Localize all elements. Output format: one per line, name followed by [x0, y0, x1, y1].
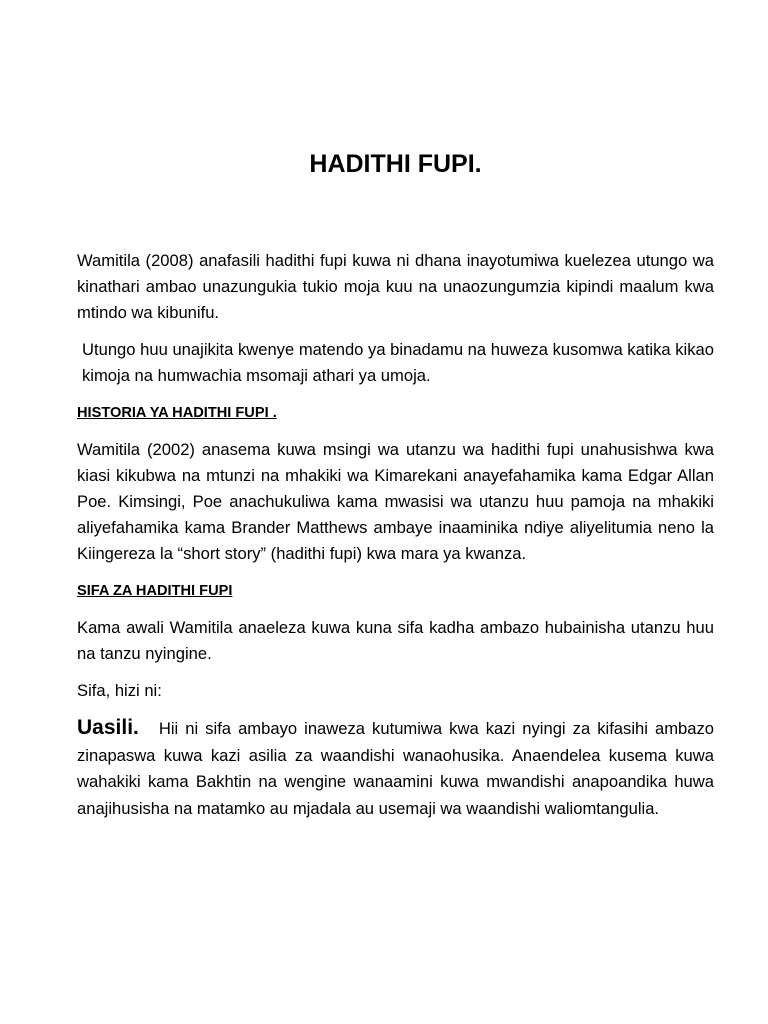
paragraph-uasili: [77, 715, 714, 822]
paragraph-definition: Wamitila (2008) anafasili hadithi fupi kuwa ni dhana inayotumiwa kuelezea utungo wa kinathari ambao unazungukia tukio moja kuu na unaozungumzia kipindi maalum kwa mtindo wa kibunifu.: [77, 251, 714, 322]
heading-historia: HISTORIA YA HADITHI FUPI .: [77, 405, 277, 421]
uasili-lead-word: Uasili.: [77, 716, 139, 739]
paragraph-historia: Wamitila (2002) anasema kuwa msingi wa utanzu wa hadithi fupi unahusishwa kwa kiasi kikubwa na mtunzi na mhakiki wa Kimarekani anayefahamika kama Edgar Allan Poe. Kimsingi, Poe anachukuliwa kama mwasisi wa utanzu huu pamoja na mhakiki aliyefahamika kama Brander Matthews ambaye inaaminika ndiye aliyelitumia neno la Kiingereza la “short story” (hadithi fupi) kwa mara ya kwanza.: [77, 440, 714, 563]
paragraph-utungo: Utungo huu unajikita kwenye matendo ya binadamu na huweza kusomwa katika kikao kimoja na humwachia msomaji athari ya umoja.: [82, 340, 714, 385]
document-body: [77, 248, 714, 833]
uasili-text: Hii ni sifa ambayo inaweza kutumiwa kwa kazi nyingi za kifasihi ambazo zinapaswa kuwa kazi asilia za waandishi wanaohusika. Anaendelea kusema kuwa wahakiki kama Bakhtin na wengine wanaamini kuwa mwandishi anapoandika huwa anajihusisha na matamko au mjadala au usemaji wa waandishi waliomtangulia.: [77, 719, 714, 818]
paragraph-sifa-list-intro: Sifa, hizi ni:: [77, 681, 162, 700]
heading-sifa: SIFA ZA HADITHI FUPI: [77, 583, 233, 599]
document-title: HADITHI FUPI.: [309, 150, 482, 178]
paragraph-sifa-intro: Kama awali Wamitila anaeleza kuwa kuna sifa kadha ambazo hubainisha utanzu huu na tanzu nyingine.: [77, 618, 714, 663]
